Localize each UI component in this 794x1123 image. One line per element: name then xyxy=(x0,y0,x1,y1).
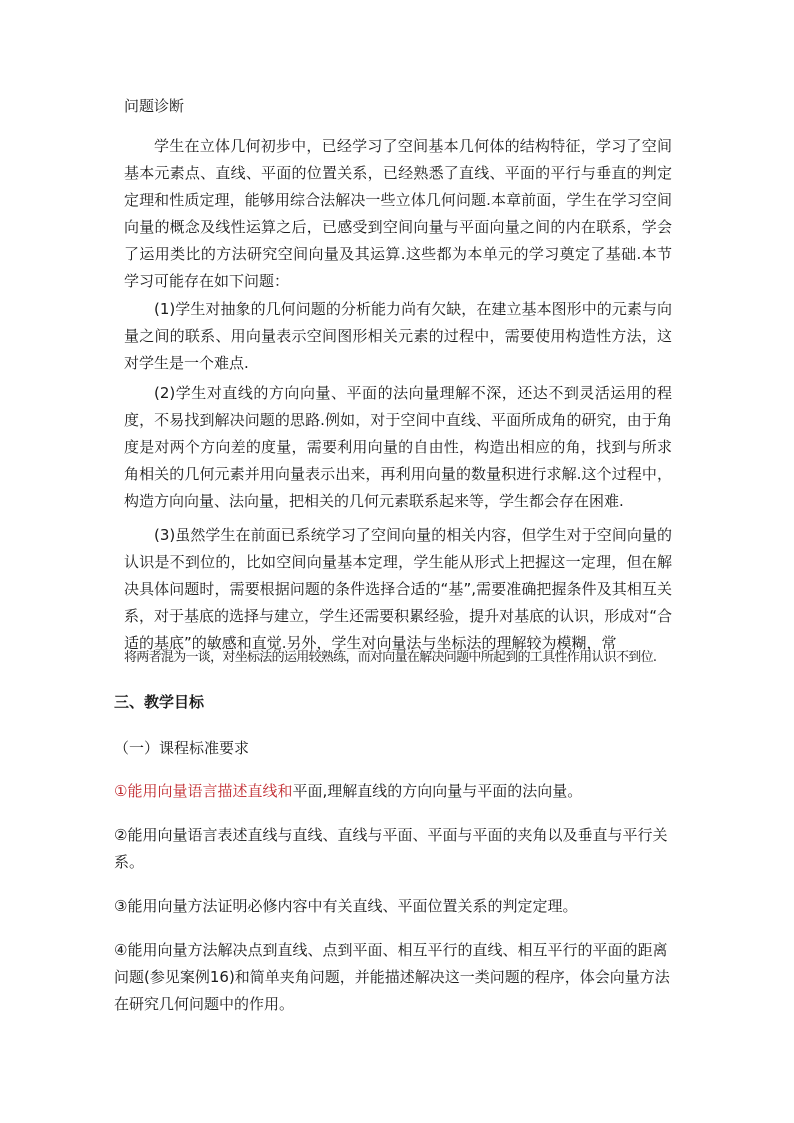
curriculum-standard-subheading: （一）课程标准要求 xyxy=(114,739,250,757)
issue-3-last-line: 将两者混为一谈，对坐标法的运用较熟练，而对向量在解决问题中所起到的工具性作用认识不到位. xyxy=(124,650,657,665)
issue-1-paragraph: (1)学生对抽象的几何问题的分析能力尚有欠缺，在建立基本图形中的元素与向量之间的联系、用向量表示空间图形相关元素的过程中，需要使用构造性方法，这对学生是一个难点. xyxy=(124,300,672,372)
goal-1-text: 平面,理解直线的方向向量与平面的法向量。 xyxy=(292,782,583,800)
issue-3-paragraph: (3)虽然学生在前面已系统学习了空间向量的相关内容，但学生对于空间向量的认识是不到位的，比如空间向量基本定理，学生能从形式上把握这一定理，但在解决具体问题时，需要根据问题的条件选择合适的“基”,需要准确把握条件及其相互关系，对于基底的选择与建立，学生还需要积累经验，提升对基底的认识，形成对“合适的基底”的敏感和直觉.另外，学生对向量法与坐标法的理解较为模糊，常 xyxy=(124,526,672,652)
goal-1-highlighted-text: ①能用向量语言描述直线和 xyxy=(114,782,293,800)
issue-2-paragraph: (2)学生对直线的方向向量、平面的法向量理解不深，还达不到灵活运用的程度，不易找到解决问题的思路.例如，对于空间中直线、平面所成角的研究，由于角度是对两个方向差的度量，需要利用向量的自由性，构造出相应的角，找到与所求角相关的几何元素并用向量表示出来，再利用向量的数量积进行求解.这个过程中，构造方向向量、法向量，把相关的几何元素联系起来等，学生都会存在困难. xyxy=(124,384,672,510)
goal-4: ④能用向量方法解决点到直线、点到平面、相互平行的直线、相互平行的平面的距离问题(参见案例16)和简单夹角问题，并能描述解决这一类问题的程序，体会向量方法在研究几何问题中的作用。 xyxy=(114,941,670,1013)
teaching-goals-heading: 三、教学目标 xyxy=(114,693,205,711)
goal-1 xyxy=(114,778,672,805)
goal-2: ②能用向量语言表述直线与直线、直线与平面、平面与平面的夹角以及垂直与平行关系。 xyxy=(114,826,668,871)
goal-3: ③能用向量方法证明必修内容中有关直线、平面位置关系的判定定理。 xyxy=(114,897,578,915)
problem-diagnosis-heading: 问题诊断 xyxy=(124,97,185,115)
intro-paragraph: 学生在立体几何初步中，已经学习了空间基本几何体的结构特征，学习了空间基本元素点、直线、平面的位置关系，已经熟悉了直线、平面的平行与垂直的判定定理和性质定理，能够用综合法解决一些立体几何问题.本章前面，学生在学习空间向量的概念及线性运算之后，已感受到空间向量与平面向量之间的内在联系，学会了运用类比的方法研究空间向量及其运算.这些都为本单元的学习奠定了基础.本节学习可能存在如下问题： xyxy=(124,137,672,290)
